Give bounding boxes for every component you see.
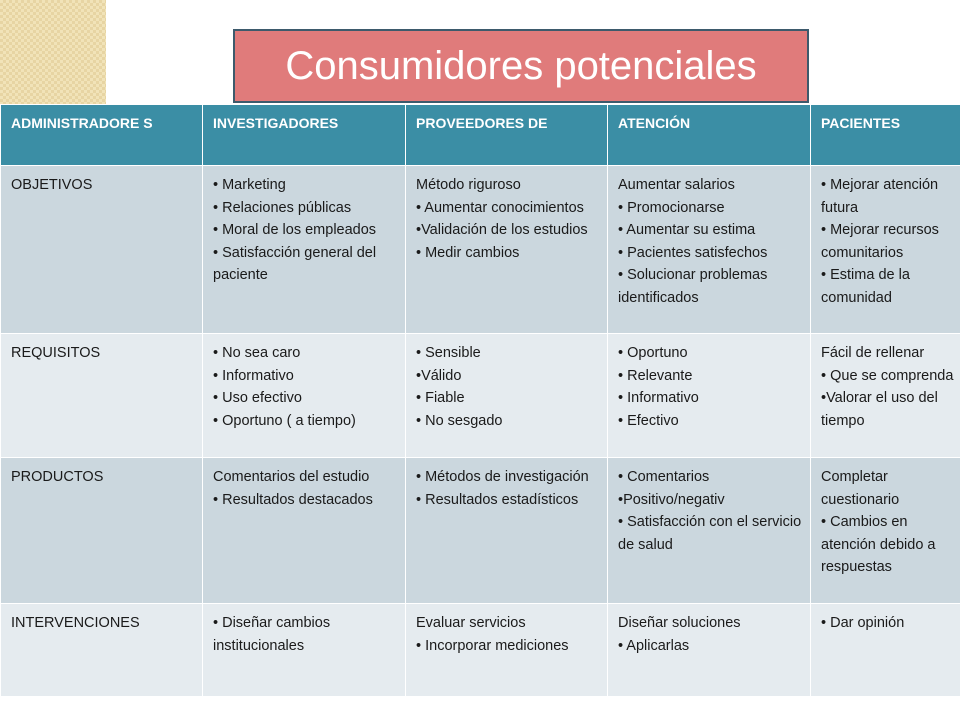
cell-line: • Relevante xyxy=(618,367,693,384)
cell-line: • Mejorar recursos comunitarios xyxy=(821,222,939,261)
cell-line: paciente xyxy=(213,267,268,283)
cell-line: • Satisfacción general del xyxy=(213,244,377,261)
cell-line: Aumentar salarios xyxy=(618,177,735,193)
cell-line: • Oportuno xyxy=(618,345,688,361)
cell-line: •Validación de los estudios xyxy=(416,222,588,238)
cell-line: Evaluar servicios xyxy=(416,615,526,631)
table-cell xyxy=(608,334,811,458)
cell-line: • Informativo xyxy=(618,390,699,406)
cell-line: Completar cuestionario xyxy=(821,469,900,508)
table-cell xyxy=(203,166,406,334)
cell-line: • Diseñar cambios institucionales xyxy=(213,615,331,654)
table-cell xyxy=(406,334,608,458)
consumers-table xyxy=(0,104,960,697)
table-cell xyxy=(811,166,960,334)
table-cell xyxy=(406,604,608,697)
header-pacientes: PACIENTES xyxy=(811,105,960,166)
header-row xyxy=(1,105,960,166)
cell-line: • Resultados estadísticos xyxy=(416,491,579,508)
cell-line: • Que se comprenda xyxy=(821,367,954,384)
cell-line: • Solucionar problemas identificados xyxy=(618,267,768,306)
cell-line: • Medir cambios xyxy=(416,244,520,261)
row-label: INTERVENCIONES xyxy=(1,604,203,697)
cell-line: •Válido xyxy=(416,367,462,384)
table-cell xyxy=(608,458,811,604)
table-cell xyxy=(811,458,960,604)
cell-line: • Uso efectivo xyxy=(213,390,302,406)
cell-line: • Pacientes satisfechos xyxy=(618,244,768,261)
cell-line: • Moral de los empleados xyxy=(213,222,377,238)
row-label: PRODUCTOS xyxy=(1,458,203,604)
cell-line: • Aumentar su estima xyxy=(618,222,756,238)
table-row-productos xyxy=(1,458,960,604)
cell-line: • Oportuno ( a tiempo) xyxy=(213,412,356,429)
cell-line: • Resultados destacados xyxy=(213,491,373,508)
cell-line: Diseñar soluciones xyxy=(618,615,741,631)
cell-line: • Mejorar atención futura xyxy=(821,177,939,216)
table-cell xyxy=(203,604,406,697)
table-cell xyxy=(608,604,811,697)
cell-line: •Valorar el uso del tiempo xyxy=(821,390,938,429)
table-cell xyxy=(811,334,960,458)
row-label: REQUISITOS xyxy=(1,334,203,458)
table-cell xyxy=(406,458,608,604)
slide-title xyxy=(233,29,809,103)
cell-line: • Incorporar mediciones xyxy=(416,637,569,654)
cell-line: • Informativo xyxy=(213,367,294,384)
cell-line: • Sensible xyxy=(416,345,481,361)
cell-line: • No sea caro xyxy=(213,345,301,361)
cell-line: • Dar opinión xyxy=(821,615,905,631)
cell-line: • Marketing xyxy=(213,177,286,193)
table-cell xyxy=(406,166,608,334)
row-label: OBJETIVOS xyxy=(1,166,203,334)
cell-line: • Efectivo xyxy=(618,412,679,429)
cell-line: • Métodos de investigación xyxy=(416,469,589,485)
cell-line: • No sesgado xyxy=(416,412,503,429)
cell-line: Método riguroso xyxy=(416,177,521,193)
cell-line: • Fiable xyxy=(416,390,465,406)
cell-line: • Promocionarse xyxy=(618,199,725,216)
table-cell xyxy=(811,604,960,697)
cell-line: • Cambios en atención debido a respuestas xyxy=(821,514,936,575)
cell-line: • Aplicarlas xyxy=(618,637,690,654)
cell-line: • Estima de la comunidad xyxy=(821,267,910,306)
cell-line: • Satisfacción con el servicio de salud xyxy=(618,514,802,553)
cell-line: Comentarios del estudio xyxy=(213,469,370,485)
cell-line: Fácil de rellenar xyxy=(821,345,925,361)
header-administradores: ADMINISTRADORE S xyxy=(1,105,203,166)
table-cell xyxy=(203,458,406,604)
slide-title-text: Consumidores potenciales xyxy=(285,43,757,88)
table-row-intervenciones xyxy=(1,604,960,697)
corner-decoration xyxy=(0,0,106,104)
table-cell xyxy=(203,334,406,458)
header-atencion: ATENCIÓN xyxy=(608,105,811,166)
table-row-requisitos xyxy=(1,334,960,458)
header-investigadores: INVESTIGADORES xyxy=(203,105,406,166)
table-cell xyxy=(608,166,811,334)
cell-line: • Aumentar conocimientos xyxy=(416,199,584,216)
header-proveedores: PROVEEDORES DE xyxy=(406,105,608,166)
cell-line: • Comentarios xyxy=(618,469,710,485)
table-row-objetivos xyxy=(1,166,960,334)
cell-line: •Positivo/negativ xyxy=(618,491,725,508)
cell-line: • Relaciones públicas xyxy=(213,199,352,216)
